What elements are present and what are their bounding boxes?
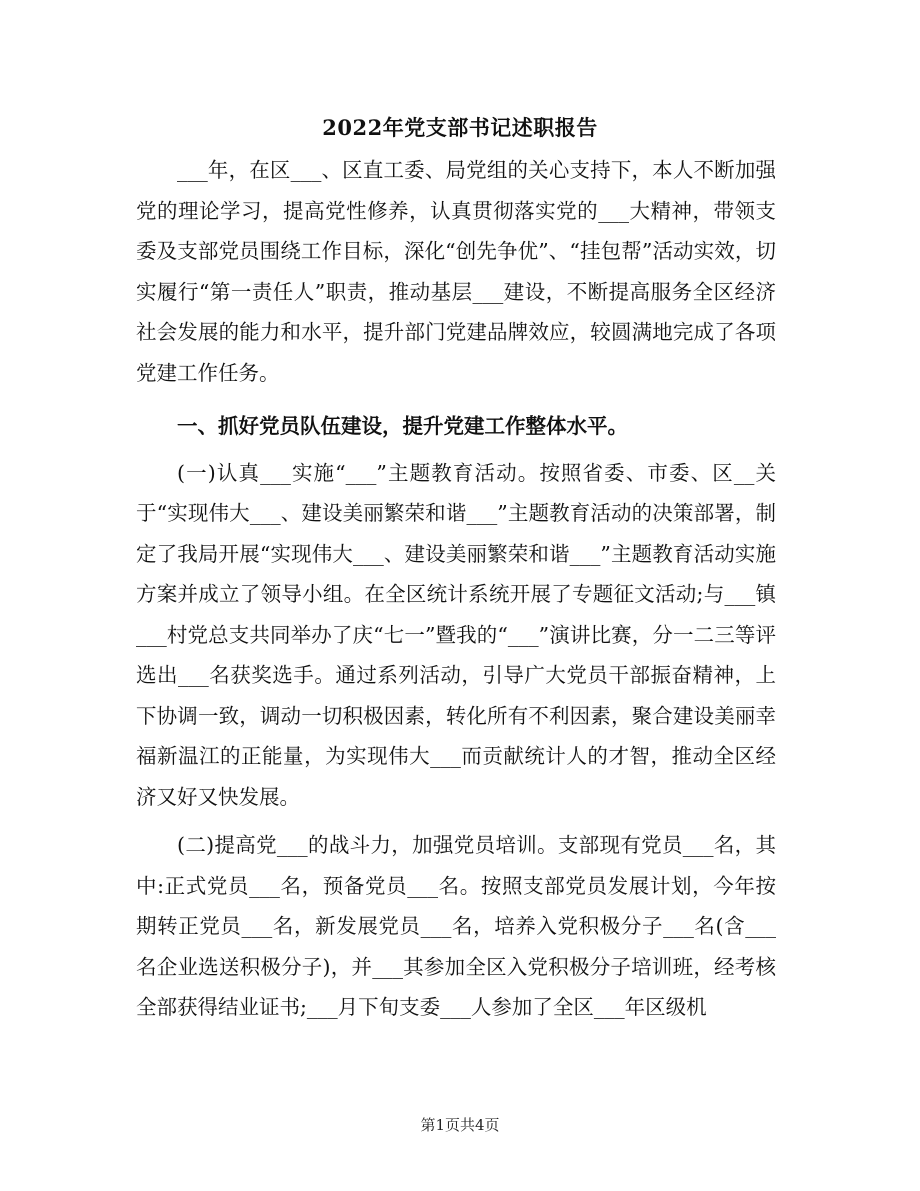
paragraph-subsection-1: (一)认真___实施“___”主题教育活动。按照省委、市委、区__关于“实现伟大___、建设美丽繁荣和谐___”主题教育活动的决策部署，制定了我局开展“实现伟大___、建设美丽繁荣和谐___”主题教育活动实施方案并成立了领导小组。在全区统计系统开展了专题征文活动;与___镇___村党总支共同举办了庆“七一”暨我的“___”演讲比赛，分一二三等评选出___名获奖选手。通过系列活动，引导广大党员干部振奋精神，上下协调一致，调动一切积极因素，转化所有不利因素，聚合建设美丽幸福新温江的正能量，为实现伟大___而贡献统计人的才智，推动全区经济又好又快发展。 [136,460,776,809]
document-title: 2022年党支部书记述职报告 [322,115,598,140]
page-number-footer: 第1页共4页 [420,1116,500,1134]
section-heading: 一、抓好党员队伍建设，提升党建工作整体水平。 [177,414,628,438]
document-body [136,150,776,1028]
intro-paragraph: ___年，在区___、区直工委、局党组的关心支持下，本人不断加强党的理论学习，提高党性修养，认真贯彻落实党的___大精神，带领支委及支部党员围绕工作目标，深化“创先争优”、“挂包帮”活动实效，切实履行“第一责任人”职责，推动基层___建设，不断提高服务全区经济社会发展的能力和水平，提升部门党建品牌效应，较圆满地完成了各项党建工作任务。 [136,158,776,385]
paragraph-subsection-2: (二)提高党___的战斗力，加强党员培训。支部现有党员___名，其中:正式党员___名，预备党员___名。按照支部党员发展计划，今年按期转正党员___名，新发展党员___名，培养入党积极分子___名(含___名企业选送积极分子)，并___其参加全区入党积极分子培训班，经考核全部获得结业证书;___月下旬支委___人参加了全区___年区级机 [136,833,776,1019]
